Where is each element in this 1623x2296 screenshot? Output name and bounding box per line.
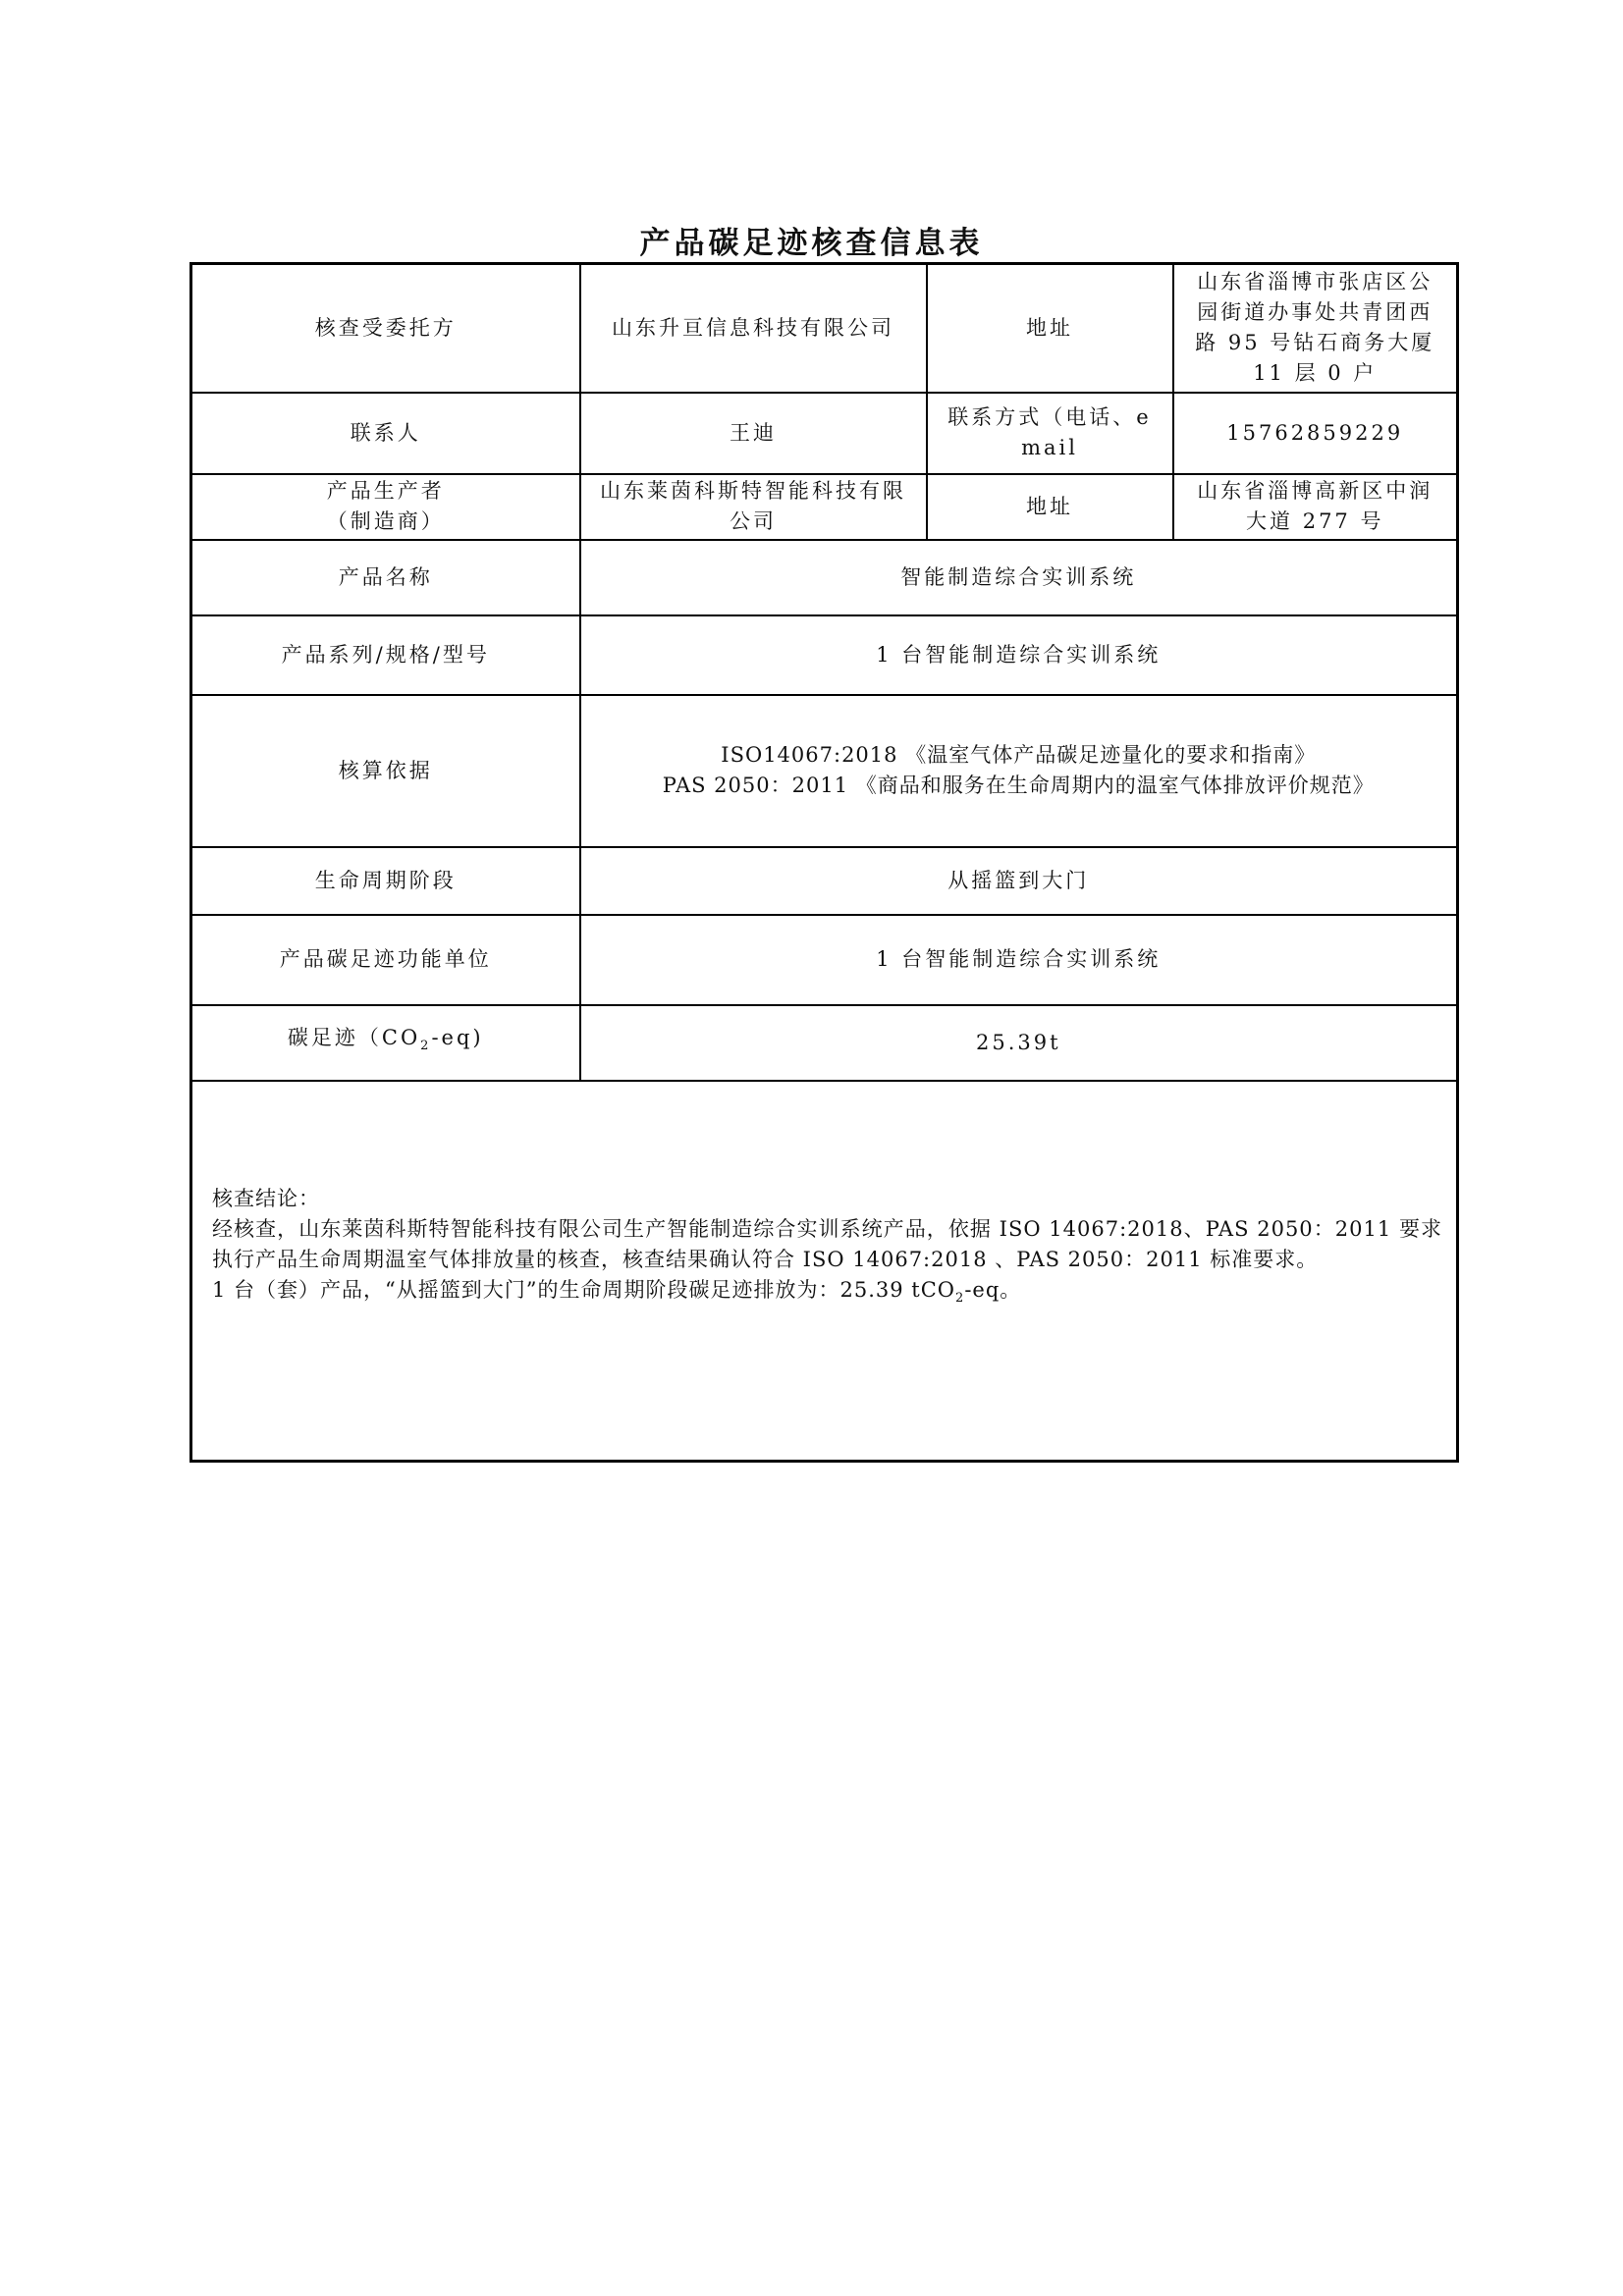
basis-label: 核算依据 — [191, 695, 580, 847]
table-row — [191, 474, 1458, 540]
functional-unit-label: 产品碳足迹功能单位 — [191, 915, 580, 1005]
producer-address-label: 地址 — [927, 474, 1173, 540]
carbon-footprint-info-table — [189, 262, 1459, 1463]
functional-unit-value: 1 台智能制造综合实训系统 — [580, 915, 1458, 1005]
contact-method-value: 15762859229 — [1173, 393, 1458, 474]
producer-label: 产品生产者（制造商） — [191, 474, 580, 540]
conclusion-result: 1 台（套）产品，“从摇篮到大门”的生命周期阶段碳足迹排放为：25.39 tCO$_2$-eq。 — [212, 1277, 1022, 1306]
basis-standard-iso: ISO14067:2018 《温室气体产品碳足迹量化的要求和指南》 — [721, 743, 1317, 767]
table-row — [191, 695, 1458, 847]
carbon-footprint-label: 碳足迹$(CO_2-eq)$ — [191, 1005, 580, 1081]
basis-value — [580, 695, 1458, 847]
series-value: 1 台智能制造综合实训系统 — [580, 615, 1458, 695]
client-address-label: 地址 — [927, 264, 1173, 393]
contact-method-label: 联系方式（电话、email — [927, 393, 1173, 474]
product-name-label: 产品名称 — [191, 540, 580, 615]
conclusion-cell — [191, 1081, 1458, 1462]
contact-label: 联系人 — [191, 393, 580, 474]
series-label: 产品系列/规格/型号 — [191, 615, 580, 695]
client-value: 山东升亘信息科技有限公司 — [580, 264, 927, 393]
table-row — [191, 264, 1458, 393]
client-label: 核查受委托方 — [191, 264, 580, 393]
producer-value: 山东莱茵科斯特智能科技有限公司 — [580, 474, 927, 540]
table-row — [191, 915, 1458, 1005]
table-row — [191, 540, 1458, 615]
conclusion-heading: 核查结论： — [212, 1186, 320, 1210]
contact-value: 王迪 — [580, 393, 927, 474]
client-address-value: 山东省淄博市张店区公园街道办事处共青团西路 95 号钻石商务大厦 11 层 0 户 — [1173, 264, 1458, 393]
table-row — [191, 847, 1458, 915]
table-row — [191, 615, 1458, 695]
basis-standard-pas: PAS 2050：2011 《商品和服务在生命周期内的温室气体排放评价规范》 — [662, 774, 1375, 797]
table-row — [191, 393, 1458, 474]
conclusion-body: 经核查，山东莱茵科斯特智能科技有限公司生产智能制造综合实训系统产品，依据 ISO 14067:2018、PAS 2050：2011 要求执行产品生命周期温室气体排放量的核查，核查结果确认符合 ISO 14067:2018 、PAS 2050：2011 标准要求。 — [212, 1216, 1442, 1271]
carbon-footprint-value: 25.39t — [580, 1005, 1458, 1081]
producer-address-value: 山东省淄博高新区中润大道 277 号 — [1173, 474, 1458, 540]
table-row — [191, 1005, 1458, 1081]
product-name-value: 智能制造综合实训系统 — [580, 540, 1458, 615]
lifecycle-label: 生命周期阶段 — [191, 847, 580, 915]
lifecycle-value: 从摇篮到大门 — [580, 847, 1458, 915]
table-row — [191, 1081, 1458, 1462]
document-title: 产品碳足迹核查信息表 — [639, 226, 984, 261]
